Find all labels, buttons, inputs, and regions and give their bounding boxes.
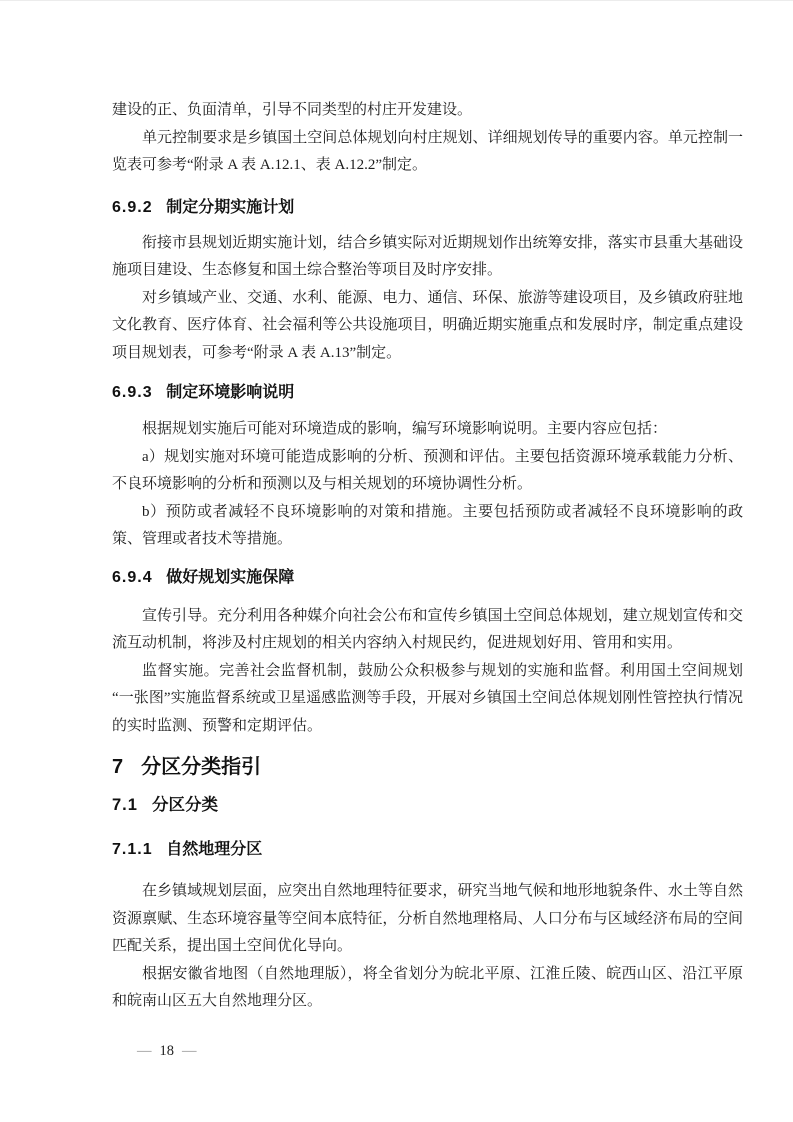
heading-title: 制定环境影响说明 bbox=[166, 384, 295, 401]
heading-6-9-3 bbox=[112, 382, 743, 404]
heading-number: 7.1 bbox=[112, 796, 138, 814]
heading-7-1 bbox=[112, 794, 743, 816]
paragraph-guarantee-1: 宣传引导。充分利用各种媒介向社会公布和宣传乡镇国土空间总体规划，建立规划宣传和交流互动机制，将涉及村庄规划的相关内容纳入村规民约，促进规划好用、管用和实用。 bbox=[112, 607, 743, 651]
paragraph-geo-2: 根据安徽省地图（自然地理版），将全省划分为皖北平原、江淮丘陵、皖西山区、沿江平原和皖南山区五大自然地理分区。 bbox=[112, 965, 743, 1009]
heading-6-9-4 bbox=[112, 567, 743, 589]
heading-number: 6.9.4 bbox=[112, 568, 153, 586]
heading-number: 7.1.1 bbox=[112, 841, 153, 858]
paragraph-impl-plan-2: 对乡镇域产业、交通、水利、能源、电力、通信、环保、旅游等建设项目，及乡镇政府驻地文化教育、医疗体育、社会福利等公共设施项目，明确近期实施重点和发展时序，制定重点建设项目规划表，可参考“附录 A 表 A.13”制定。 bbox=[112, 289, 743, 361]
heading-number: 6.9.3 bbox=[112, 384, 153, 401]
heading-title: 制定分期实施计划 bbox=[166, 198, 295, 216]
heading-number: 7 bbox=[112, 756, 125, 778]
page-content bbox=[112, 97, 743, 1016]
paragraph-unit-control: 单元控制要求是乡镇国土空间总体规划向村庄规划、详细规划传导的重要内容。单元控制一览表可参考“附录 A 表 A.12.1、表 A.12.2”制定。 bbox=[112, 129, 743, 173]
paragraph-impl-plan-1: 衔接市县规划近期实施计划，结合乡镇实际对近期规划作出统筹安排，落实市县重大基础设施项目建设、生态修复和国土综合整治等项目及时序安排。 bbox=[112, 234, 743, 278]
paragraph-env-intro: 根据规划实施后可能对环境造成的影响，编写环境影响说明。主要内容应包括： bbox=[142, 421, 668, 437]
heading-chapter-7 bbox=[112, 754, 743, 780]
heading-title: 分区分类指引 bbox=[141, 756, 262, 778]
heading-number: 6.9.2 bbox=[112, 198, 153, 216]
footer-right-dash: — bbox=[182, 1043, 197, 1059]
heading-title: 自然地理分区 bbox=[166, 841, 263, 858]
paragraph-geo-1: 在乡镇域规划层面，应突出自然地理特征要求，研究当地气候和地形地貌条件、水土等自然资源禀赋、生态环境容量等空间本底特征，分析自然地理格局、人口分布与区域经济布局的空间匹配关系，提出国土空间优化导向。 bbox=[112, 883, 743, 954]
heading-6-9-2 bbox=[112, 197, 743, 219]
paragraph-env-item-a: a）规划实施对环境可能造成影响的分析、预测和评估。主要包括资源环境承载能力分析、不良环境影响的分析和预测以及与相关规划的环境协调性分析。 bbox=[112, 448, 743, 492]
heading-7-1-1 bbox=[112, 839, 743, 861]
paragraph-env-item-b: b）预防或者减轻不良环境影响的对策和措施。主要包括预防或者减轻不良环境影响的政策、管理或者技术等措施。 bbox=[112, 503, 743, 547]
heading-title: 分区分类 bbox=[151, 796, 218, 814]
page-footer bbox=[137, 1042, 197, 1060]
paragraph-carryover: 建设的正、负面清单，引导不同类型的村庄开发建设。 bbox=[112, 102, 473, 118]
heading-title: 做好规划实施保障 bbox=[166, 568, 295, 586]
page-number: 18 bbox=[159, 1043, 174, 1059]
paragraph-guarantee-2: 监督实施。完善社会监督机制，鼓励公众积极参与规划的实施和监督。利用国土空间规划“一张图”实施监督系统或卫星遥感监测等手段，开展对乡镇国土空间总体规划刚性管控执行情况的实时监测、预警和定期评估。 bbox=[112, 662, 743, 734]
footer-left-dash: — bbox=[137, 1043, 152, 1059]
